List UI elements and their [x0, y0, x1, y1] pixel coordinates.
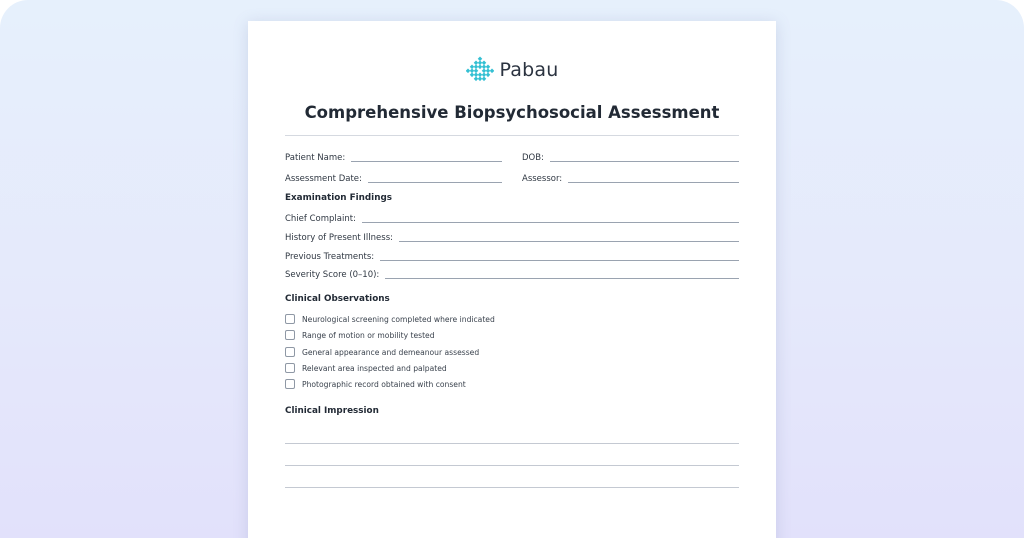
observation-item[interactable]	[285, 346, 479, 358]
dob-line[interactable]	[550, 161, 739, 162]
previous-treatments-line[interactable]	[380, 260, 739, 261]
dob-field[interactable]	[522, 150, 739, 164]
chief-complaint-field[interactable]	[285, 211, 739, 225]
assessment-date-line[interactable]	[368, 182, 502, 183]
assessor-field[interactable]	[522, 171, 739, 185]
history-field[interactable]	[285, 230, 739, 244]
assessor-label: Assessor:	[522, 174, 563, 184]
clinical-impression-heading: Clinical Impression	[285, 406, 379, 416]
observation-item[interactable]	[285, 329, 435, 341]
chief-complaint-line[interactable]	[362, 222, 739, 223]
patient-name-line[interactable]	[351, 161, 502, 162]
assessment-date-label: Assessment Date:	[285, 174, 362, 184]
observation-item[interactable]	[285, 378, 466, 390]
observation-label: Photographic record obtained with consent	[302, 379, 466, 389]
form-document	[248, 21, 776, 538]
observation-label: Relevant area inspected and palpated	[302, 363, 447, 373]
document-title: Comprehensive Biopsychosocial Assessment	[304, 103, 720, 122]
assessor-line[interactable]	[568, 182, 739, 183]
impression-line[interactable]	[285, 443, 739, 444]
brand-name: Pabau	[499, 59, 559, 81]
severity-score-label: Severity Score (0–10):	[285, 270, 380, 280]
brand-logo	[248, 56, 776, 84]
patient-name-label: Patient Name:	[285, 153, 346, 163]
observation-item[interactable]	[285, 313, 495, 325]
observation-label: Range of motion or mobility tested	[302, 330, 435, 340]
examination-findings-heading: Examination Findings	[285, 193, 392, 203]
observation-checkbox[interactable]	[285, 347, 295, 357]
observation-checkbox[interactable]	[285, 363, 295, 373]
chief-complaint-label: Chief Complaint:	[285, 214, 356, 224]
clinical-observations-heading: Clinical Observations	[285, 294, 390, 304]
observation-item[interactable]	[285, 362, 447, 374]
pabau-logo-icon	[466, 56, 494, 84]
observation-label: Neurological screening completed where indicated	[302, 314, 495, 324]
impression-line[interactable]	[285, 465, 739, 466]
observation-checkbox[interactable]	[285, 314, 295, 324]
history-line[interactable]	[399, 241, 739, 242]
impression-line[interactable]	[285, 487, 739, 488]
dob-label: DOB:	[522, 153, 544, 163]
observation-checkbox[interactable]	[285, 330, 295, 340]
title-divider	[285, 135, 739, 136]
assessment-date-field[interactable]	[285, 171, 502, 185]
observation-checkbox[interactable]	[285, 379, 295, 389]
previous-treatments-label: Previous Treatments:	[285, 252, 375, 262]
previous-treatments-field[interactable]	[285, 249, 739, 263]
observation-label: General appearance and demeanour assessed	[302, 347, 480, 357]
severity-score-field[interactable]	[285, 267, 739, 281]
patient-name-field[interactable]	[285, 150, 502, 164]
severity-score-line[interactable]	[385, 278, 739, 279]
history-label: History of Present Illness:	[285, 233, 393, 243]
